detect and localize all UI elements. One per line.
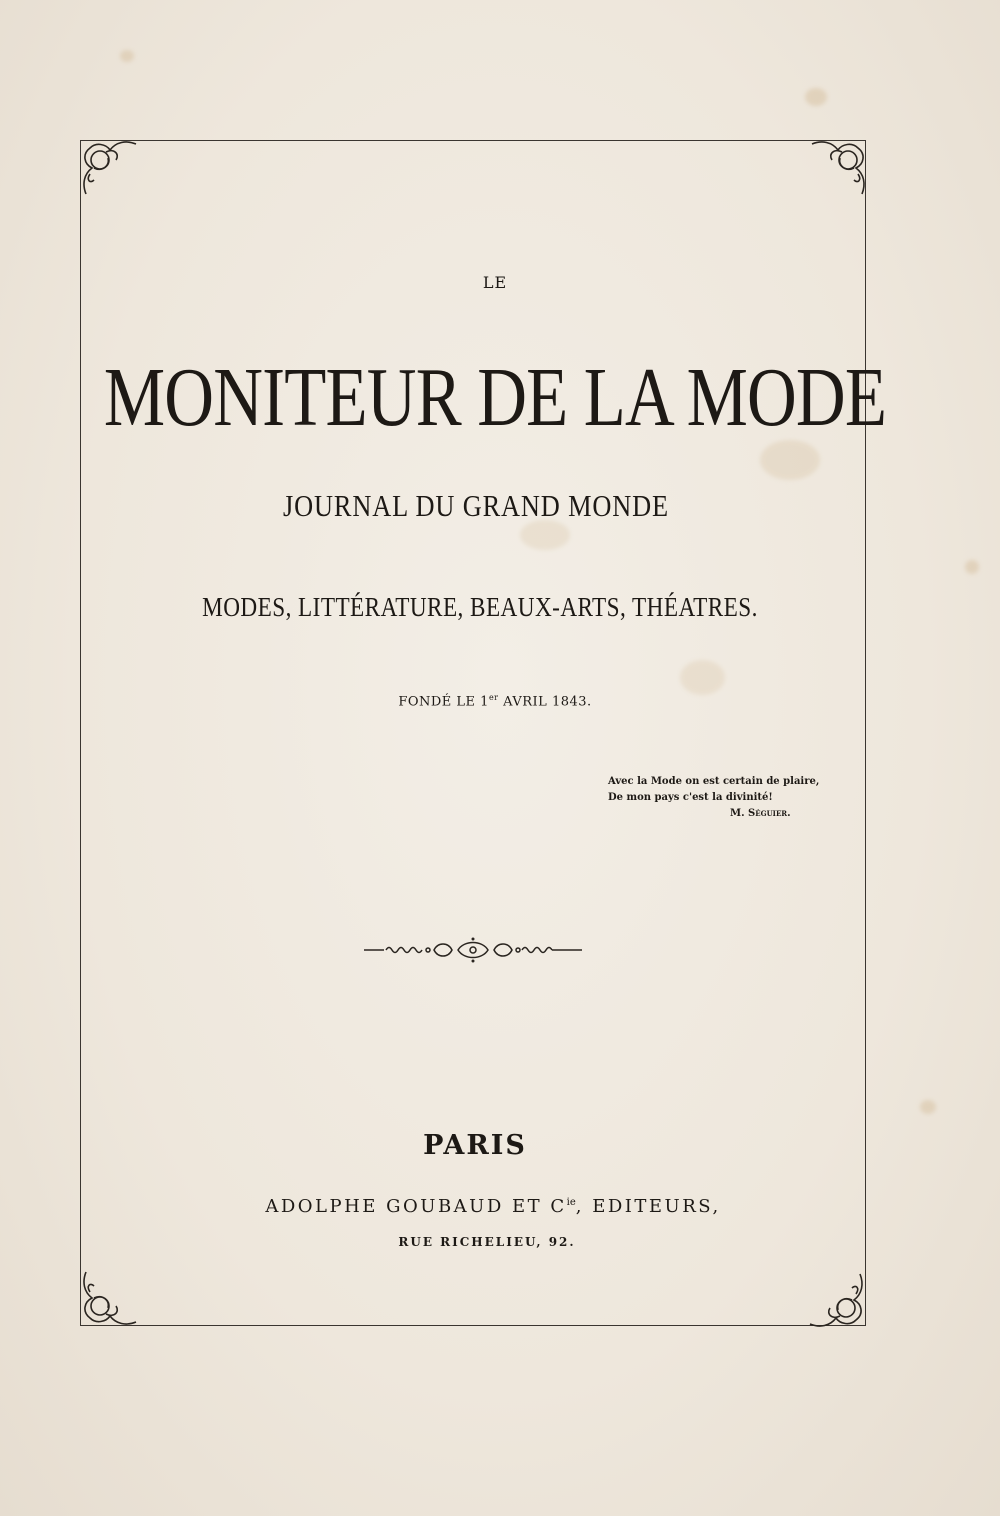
header-small: LE	[482, 273, 508, 292]
publisher-suffix: , EDITEURS,	[575, 1196, 721, 1217]
epigraph-author: M. Séguier.	[730, 808, 791, 819]
founded-suffix: AVRIL 1843.	[498, 694, 592, 710]
founded-line	[0, 693, 995, 709]
epigraph	[608, 774, 819, 822]
epigraph-line: De mon pays c'est la divinité!	[608, 792, 773, 803]
foxing-spot	[965, 560, 979, 574]
publisher-superscript: ie	[566, 1197, 576, 1208]
corner-flourish-icon	[810, 134, 872, 196]
foxing-spot	[920, 1100, 936, 1114]
epigraph-line: Avec la Mode on est certain de plaire,	[608, 776, 820, 787]
publisher-prefix: ADOLPHE GOUBAUD ET C	[265, 1196, 567, 1217]
ornamental-rule-icon	[362, 935, 584, 965]
topics-line: MODES, LITTÉRATURE, BEAUX-ARTS, THÉATRES.	[202, 592, 758, 622]
journal-title: MONITEUR DE LA MODE	[103, 351, 887, 444]
imprint-address: RUE RICHELIEU, 92.	[398, 1235, 576, 1249]
journal-subtitle: JOURNAL DU GRAND MONDE	[283, 488, 669, 523]
corner-flourish-icon	[808, 1272, 870, 1334]
foxing-spot	[120, 50, 134, 62]
founded-superscript: er	[488, 693, 499, 702]
foxing-spot	[805, 88, 827, 106]
founded-prefix: FONDÉ LE 1	[398, 694, 489, 710]
corner-flourish-icon	[76, 1270, 138, 1332]
corner-flourish-icon	[76, 134, 138, 196]
imprint-publisher	[0, 1196, 993, 1217]
imprint-city: PARIS	[423, 1130, 527, 1161]
